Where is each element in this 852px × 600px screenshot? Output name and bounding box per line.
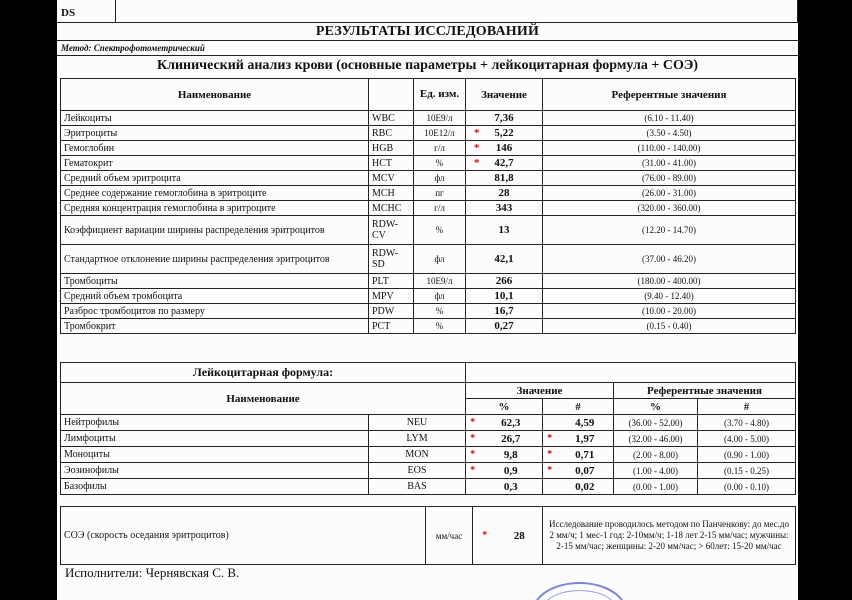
param-unit: % xyxy=(414,304,466,319)
param-value-cell xyxy=(466,304,543,319)
param-ref: (3.50 - 4.50) xyxy=(543,126,796,141)
param-code: RBC xyxy=(369,126,414,141)
table-row xyxy=(61,156,796,171)
param-value: 81,8 xyxy=(494,172,514,184)
ds-header-row xyxy=(57,0,798,23)
cell-name: Эозинофилы xyxy=(61,463,369,479)
param-unit: % xyxy=(414,216,466,245)
abnormal-flag: * xyxy=(474,127,480,139)
lab-report-page xyxy=(57,0,798,600)
param-unit: г/л xyxy=(414,201,466,216)
param-value-cell xyxy=(466,289,543,304)
table-row xyxy=(61,447,796,463)
leukocyte-title: Лейкоцитарная формула: xyxy=(61,363,466,383)
param-ref: (26.00 - 31.00) xyxy=(543,186,796,201)
cell-ref-pct: (0.00 - 1.00) xyxy=(614,479,698,495)
cell-code: NEU xyxy=(369,415,466,431)
param-value-cell xyxy=(466,171,543,186)
pct-flag: * xyxy=(470,465,476,476)
leuko-header-abs: # xyxy=(543,399,614,415)
cell-code: LYM xyxy=(369,431,466,447)
leuko-header-name: Наименование xyxy=(61,383,466,415)
cell-ref-pct: (2.00 - 8.00) xyxy=(614,447,698,463)
esr-value: 28 xyxy=(497,507,543,565)
param-name: Среднее содержание гемоглобина в эритроците xyxy=(61,186,369,201)
leuko-header-value: Значение xyxy=(466,383,614,399)
param-name: Гематокрит xyxy=(61,156,369,171)
table-row xyxy=(61,126,796,141)
param-value: 5,22 xyxy=(494,127,514,139)
esr-flag: * xyxy=(482,530,488,541)
main-results-table xyxy=(60,78,796,334)
param-name: Эритроциты xyxy=(61,126,369,141)
abs-flag: * xyxy=(547,465,553,476)
param-ref: (31.00 - 41.00) xyxy=(543,156,796,171)
cell-pct: 9,8 xyxy=(480,447,543,463)
cell-code: MON xyxy=(369,447,466,463)
param-name: Гемоглобин xyxy=(61,141,369,156)
cell-pct: 0,9 xyxy=(480,463,543,479)
table-row xyxy=(61,186,796,201)
cell-abs: 0,71 xyxy=(557,447,614,463)
table-row xyxy=(61,274,796,289)
table-row xyxy=(61,463,796,479)
param-unit: пг xyxy=(414,186,466,201)
pct-flag: * xyxy=(470,433,476,444)
table-row xyxy=(61,171,796,186)
param-value-cell xyxy=(466,245,543,274)
abnormal-flag: * xyxy=(474,142,480,154)
param-unit: 10E9/л xyxy=(414,111,466,126)
param-ref: (6.10 - 11.40) xyxy=(543,111,796,126)
param-name: Средний объем эритроцита xyxy=(61,171,369,186)
cell-code: EOS xyxy=(369,463,466,479)
param-value: 28 xyxy=(498,187,510,199)
param-value: 146 xyxy=(495,142,513,154)
param-unit: % xyxy=(414,156,466,171)
abnormal-flag: * xyxy=(474,157,480,169)
param-code: PLT xyxy=(369,274,414,289)
performers-line: Исполнители: Чернявская С. В. xyxy=(65,565,240,580)
param-value: 343 xyxy=(495,202,513,214)
main-table-header xyxy=(61,79,796,111)
param-ref: (9.40 - 12.40) xyxy=(543,289,796,304)
param-value-cell xyxy=(466,111,543,126)
param-code: HGB xyxy=(369,141,414,156)
leukocyte-table xyxy=(60,362,796,495)
param-unit: г/л xyxy=(414,141,466,156)
table-row xyxy=(61,201,796,216)
param-code: MCV xyxy=(369,171,414,186)
param-code: MCH xyxy=(369,186,414,201)
cell-pct: 26,7 xyxy=(480,431,543,447)
param-code: PDW xyxy=(369,304,414,319)
cell-ref-abs: (0.90 - 1.00) xyxy=(698,447,796,463)
cell-abs: 4,59 xyxy=(557,415,614,431)
param-value-cell xyxy=(466,186,543,201)
param-name: Лейкоциты xyxy=(61,111,369,126)
cell-name: Моноциты xyxy=(61,447,369,463)
param-value: 42,7 xyxy=(494,157,514,169)
esr-unit: мм/час xyxy=(426,507,473,565)
param-code: RDW-CV xyxy=(369,216,414,245)
analysis-subtitle: Клинический анализ крови (основные параметры + лейкоцитарная формула + СОЭ) xyxy=(156,58,699,73)
param-unit: 10E12/л xyxy=(414,126,466,141)
table-row xyxy=(61,245,796,274)
param-name: Разброс тромбоцитов по размеру xyxy=(61,304,369,319)
param-ref: (37.00 - 46.20) xyxy=(543,245,796,274)
cell-ref-pct: (32.00 - 46.00) xyxy=(614,431,698,447)
param-name: Тромбокрит xyxy=(61,319,369,334)
header-value: Значение xyxy=(466,79,543,111)
table-row xyxy=(61,141,796,156)
param-code: MCHC xyxy=(369,201,414,216)
param-value: 266 xyxy=(495,275,513,287)
esr-note: Исследование проводилось методом по Панченкову: до мес.до 2 мм/ч; 1 мес-1 год: 2-10мм/ч; 1-18 лет 2-15 мм/час; мужчины: 2-15 мм/час; женщины: 2-20 мм/час; > 60лет: 15-20 мм/час xyxy=(543,507,796,565)
table-row xyxy=(61,479,796,495)
cell-pct: 62,3 xyxy=(480,415,543,431)
leuko-header-ref: Референтные значения xyxy=(614,383,796,399)
param-value-cell xyxy=(466,126,543,141)
cell-ref-abs: (4.00 - 5.00) xyxy=(698,431,796,447)
param-code: MPV xyxy=(369,289,414,304)
cell-ref-abs: (0.00 - 0.10) xyxy=(698,479,796,495)
param-ref: (12.20 - 14.70) xyxy=(543,216,796,245)
param-code: WBC xyxy=(369,111,414,126)
table-row xyxy=(61,319,796,334)
table-row xyxy=(61,431,796,447)
param-ref: (76.00 - 89.00) xyxy=(543,171,796,186)
leuko-header-ref-abs: # xyxy=(698,399,796,415)
param-code: HCT xyxy=(369,156,414,171)
param-value-cell xyxy=(466,156,543,171)
param-unit: фл xyxy=(414,289,466,304)
method-label: Метод: Спектрофотометрический xyxy=(61,43,205,53)
param-code: PCT xyxy=(369,319,414,334)
param-value-cell xyxy=(466,319,543,334)
param-value-cell xyxy=(466,274,543,289)
header-ref: Референтные значения xyxy=(543,79,796,111)
param-name: Средняя концентрация гемоглобина в эритроците xyxy=(61,201,369,216)
leuko-header-pct: % xyxy=(466,399,543,415)
cell-code: BAS xyxy=(369,479,466,495)
param-unit: 10E9/л xyxy=(414,274,466,289)
cell-pct: 0,3 xyxy=(480,479,543,495)
table-row xyxy=(61,289,796,304)
esr-name: СОЭ (скорость оседания эритроцитов) xyxy=(61,507,426,565)
param-unit: % xyxy=(414,319,466,334)
table-row xyxy=(61,111,796,126)
param-value: 13 xyxy=(498,224,510,236)
param-value: 7,36 xyxy=(494,112,514,124)
param-name: Коэффициент вариации ширины распределения эритроцитов xyxy=(61,216,369,245)
param-value-cell xyxy=(466,141,543,156)
abs-flag: * xyxy=(547,449,553,460)
param-value: 0,27 xyxy=(494,320,514,332)
table-row xyxy=(61,216,796,245)
param-unit: фл xyxy=(414,171,466,186)
param-ref: (10.00 - 20.00) xyxy=(543,304,796,319)
param-ref: (320.00 - 360.00) xyxy=(543,201,796,216)
param-ref: (110.00 - 140.00) xyxy=(543,141,796,156)
cell-name: Базофилы xyxy=(61,479,369,495)
pct-flag: * xyxy=(470,417,476,428)
param-value: 10,1 xyxy=(494,290,514,302)
table-row xyxy=(61,304,796,319)
pct-flag: * xyxy=(470,449,476,460)
param-value: 16,7 xyxy=(494,305,514,317)
param-unit: фл xyxy=(414,245,466,274)
cell-ref-pct: (36.00 - 52.00) xyxy=(614,415,698,431)
param-name: Средний объем тромбоцита xyxy=(61,289,369,304)
cell-abs: 0,07 xyxy=(557,463,614,479)
param-value: 42,1 xyxy=(494,253,514,265)
header-name: Наименование xyxy=(61,79,369,111)
cell-ref-pct: (1.00 - 4.00) xyxy=(614,463,698,479)
param-value-cell xyxy=(466,216,543,245)
esr-row xyxy=(61,507,796,565)
cell-name: Лимфоциты xyxy=(61,431,369,447)
report-title: РЕЗУЛЬТАТЫ ИССЛЕДОВАНИЙ xyxy=(315,24,540,39)
header-unit: Ед. изм. xyxy=(414,79,466,111)
param-code: RDW-SD xyxy=(369,245,414,274)
cell-ref-abs: (0.15 - 0.25) xyxy=(698,463,796,479)
param-ref: (0.15 - 0.40) xyxy=(543,319,796,334)
param-name: Стандартное отклонение ширины распределения эритроцитов xyxy=(61,245,369,274)
cell-name: Нейтрофилы xyxy=(61,415,369,431)
table-row xyxy=(61,415,796,431)
abs-flag: * xyxy=(547,433,553,444)
param-ref: (180.00 - 400.00) xyxy=(543,274,796,289)
param-value-cell xyxy=(466,201,543,216)
leuko-header-ref-pct: % xyxy=(614,399,698,415)
esr-table xyxy=(60,506,796,565)
cell-abs: 0,02 xyxy=(557,479,614,495)
cell-ref-abs: (3.70 - 4.80) xyxy=(698,415,796,431)
param-name: Тромбоциты xyxy=(61,274,369,289)
ds-label: DS xyxy=(61,7,76,19)
cell-abs: 1,97 xyxy=(557,431,614,447)
